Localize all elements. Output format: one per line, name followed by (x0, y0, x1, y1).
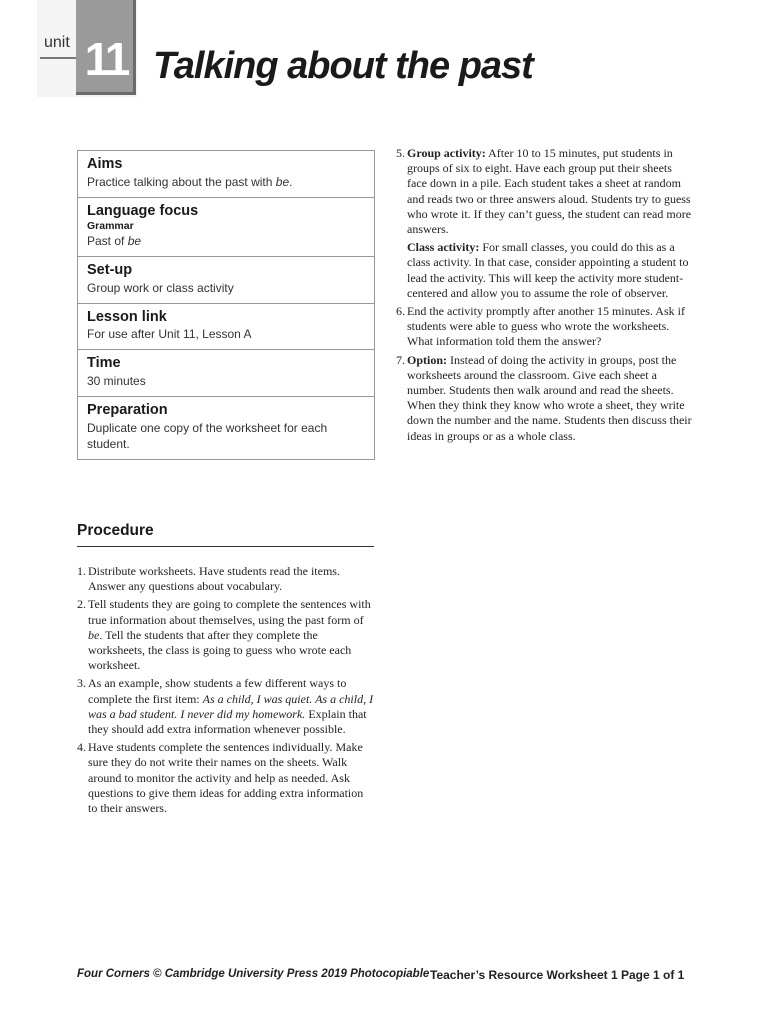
preparation-text: Duplicate one copy of the worksheet for each student. (87, 420, 328, 452)
class-activity-paragraph: Class activity: For small classes, you could do this as a class activity. In that case, consider appointing a student to lead the activity. This will keep the activity more student-centered and allow you to assume the role of observer. (407, 240, 689, 300)
step-text: Distribute worksheets. Have students read the items. Answer any questions about vocabulary. (88, 564, 340, 594)
step-text: End the activity promptly after another 15 minutes. Ask if students were able to guess who wrote the worksheets. What information told them the answer? (407, 304, 685, 349)
preparation-heading: Preparation (87, 401, 168, 418)
setup-text: Group work or class activity (87, 280, 234, 295)
time-text: 30 minutes (87, 374, 146, 388)
aims-text: Practice talking about the past with be. (87, 174, 293, 189)
unit-label-rule (40, 57, 76, 59)
lesson-link-heading: Lesson link (87, 308, 167, 325)
lesson-link-text: For use after Unit 11, Lesson A (87, 327, 252, 342)
class-activity-label: Class activity: (407, 240, 480, 255)
setup-heading: Set-up (87, 261, 133, 278)
step-number: 6. (396, 304, 405, 319)
procedure-step-7: 7. Option: Instead of doing the activity in groups, post the worksheets around the classroom. Give each sheet a number. Students then walk around and read the sheets. When they think they know who wrote a sheet, they write down the number and the name. Students then discuss their ideas in groups or as a whole class. (396, 352, 692, 443)
aims-section (78, 151, 374, 198)
lesson-link-section (78, 304, 374, 351)
time-heading: Time (87, 355, 121, 372)
aims-heading: Aims (87, 156, 123, 172)
unit-number: 11 (84, 33, 128, 85)
procedure-step-2: 2. Tell students they are going to complete the sentences with true information about themselves, using the past form of be. Tell the students that after they complete the worksheets, the class is going to guess who wrote each worksheet. (77, 597, 371, 673)
time-section (78, 350, 374, 397)
group-activity-label: Group activity: (407, 146, 486, 160)
example-sentences: As a child, I was quiet. As a child, I was a bad student. I never did my homework. (88, 691, 374, 721)
language-focus-text: Past of be (87, 234, 142, 249)
language-focus-section (78, 198, 374, 257)
lesson-info-box (77, 150, 375, 460)
page-title: Talking about the past (153, 45, 533, 87)
procedure-steps-left (77, 564, 374, 819)
procedure-step-3: 3. As an example, show students a few different ways to complete the first item: As a child, I was quiet. As a child, I was a bad student. I never did my homework. Explain that they should add extra information whenever possible. (77, 676, 374, 737)
step-number: 1. (77, 564, 86, 578)
footer-page-info: Teacher’s Resource Worksheet 1 Page 1 of 1 (430, 968, 685, 982)
step-number: 2. (77, 597, 86, 612)
unit-label: unit (44, 34, 70, 51)
language-focus-heading: Language focus (87, 202, 199, 219)
procedure-heading: Procedure (77, 522, 154, 539)
step-text: Have students complete the sentences individually. Make sure they do not write their names on the sheets. Walk around to monitor the activity and help as needed. Ask questions to give them ideas for adding extra information to their answers. (88, 740, 364, 816)
step-number: 3. (77, 676, 86, 691)
procedure-step-4 (77, 740, 374, 816)
procedure-step-1 (77, 564, 374, 594)
procedure-rule (77, 546, 374, 547)
procedure-steps-right (396, 146, 692, 447)
step-number: 4. (77, 740, 86, 755)
footer-copyright: Four Corners © Cambridge University Press 2019 Photocopiable (77, 968, 430, 980)
setup-section (78, 257, 374, 304)
grammar-subheading: Grammar (87, 220, 134, 233)
procedure-step-5: 5. Group activity: After 10 to 15 minutes, put students in groups of six to eight. Have each group put their sheets face down in a pile. Each student takes a sheet at random and reads two or three answers aloud. Students try to guess who wrote it. If they can’t guess, the student can read more answers. Class activity: For small classes, you could do this as a class activity. In that case, consider appointing a student to lead the activity. This will keep the activity more student-centered and allow you to assume the role of observer. (396, 146, 692, 300)
preparation-section (78, 397, 374, 459)
option-label: Option: (407, 352, 448, 367)
procedure-step-6 (396, 304, 692, 350)
step-number: 5. (396, 146, 405, 160)
step-number: 7. (396, 352, 405, 367)
